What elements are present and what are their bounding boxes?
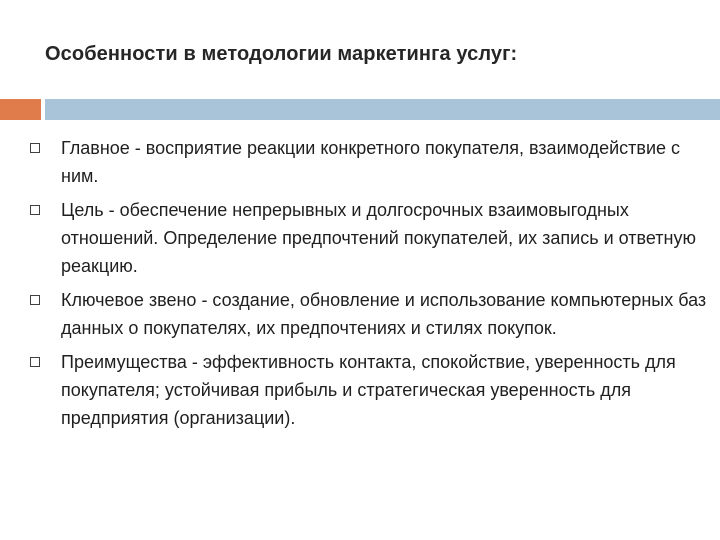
- square-bullet-icon: [30, 357, 40, 367]
- bullet-text: Ключевое звено - создание, обновление и использование компьютерных баз данных о покупателях, их предпочтениях и стилях покупок.: [61, 290, 707, 338]
- square-bullet-icon: [30, 205, 40, 215]
- square-bullet-icon: [30, 295, 40, 305]
- bullet-text: Преимущества - эффективность контакта, спокойствие, уверенность для покупателя; устойчивая прибыль и стратегическая уверенность для предприятия (организации).: [61, 352, 676, 428]
- bullet-item: [30, 134, 710, 190]
- slide-title: Особенности в методологии маркетинга услуг:: [45, 43, 518, 65]
- bullet-text: Главное - восприятие реакции конкретного покупателя, взаимодействие с ним.: [61, 138, 681, 186]
- divider-bar: [45, 99, 720, 120]
- accent-block: [0, 99, 41, 120]
- square-bullet-icon: [30, 143, 40, 153]
- bullet-text: Цель - обеспечение непрерывных и долгосрочных взаимовыгодных отношений. Определение предпочтений покупателей, их запись и ответную реакцию.: [61, 200, 696, 276]
- bullet-item: [30, 286, 710, 342]
- bullet-list: [30, 134, 710, 438]
- bullet-item: [30, 196, 710, 280]
- bullet-item: [30, 348, 710, 432]
